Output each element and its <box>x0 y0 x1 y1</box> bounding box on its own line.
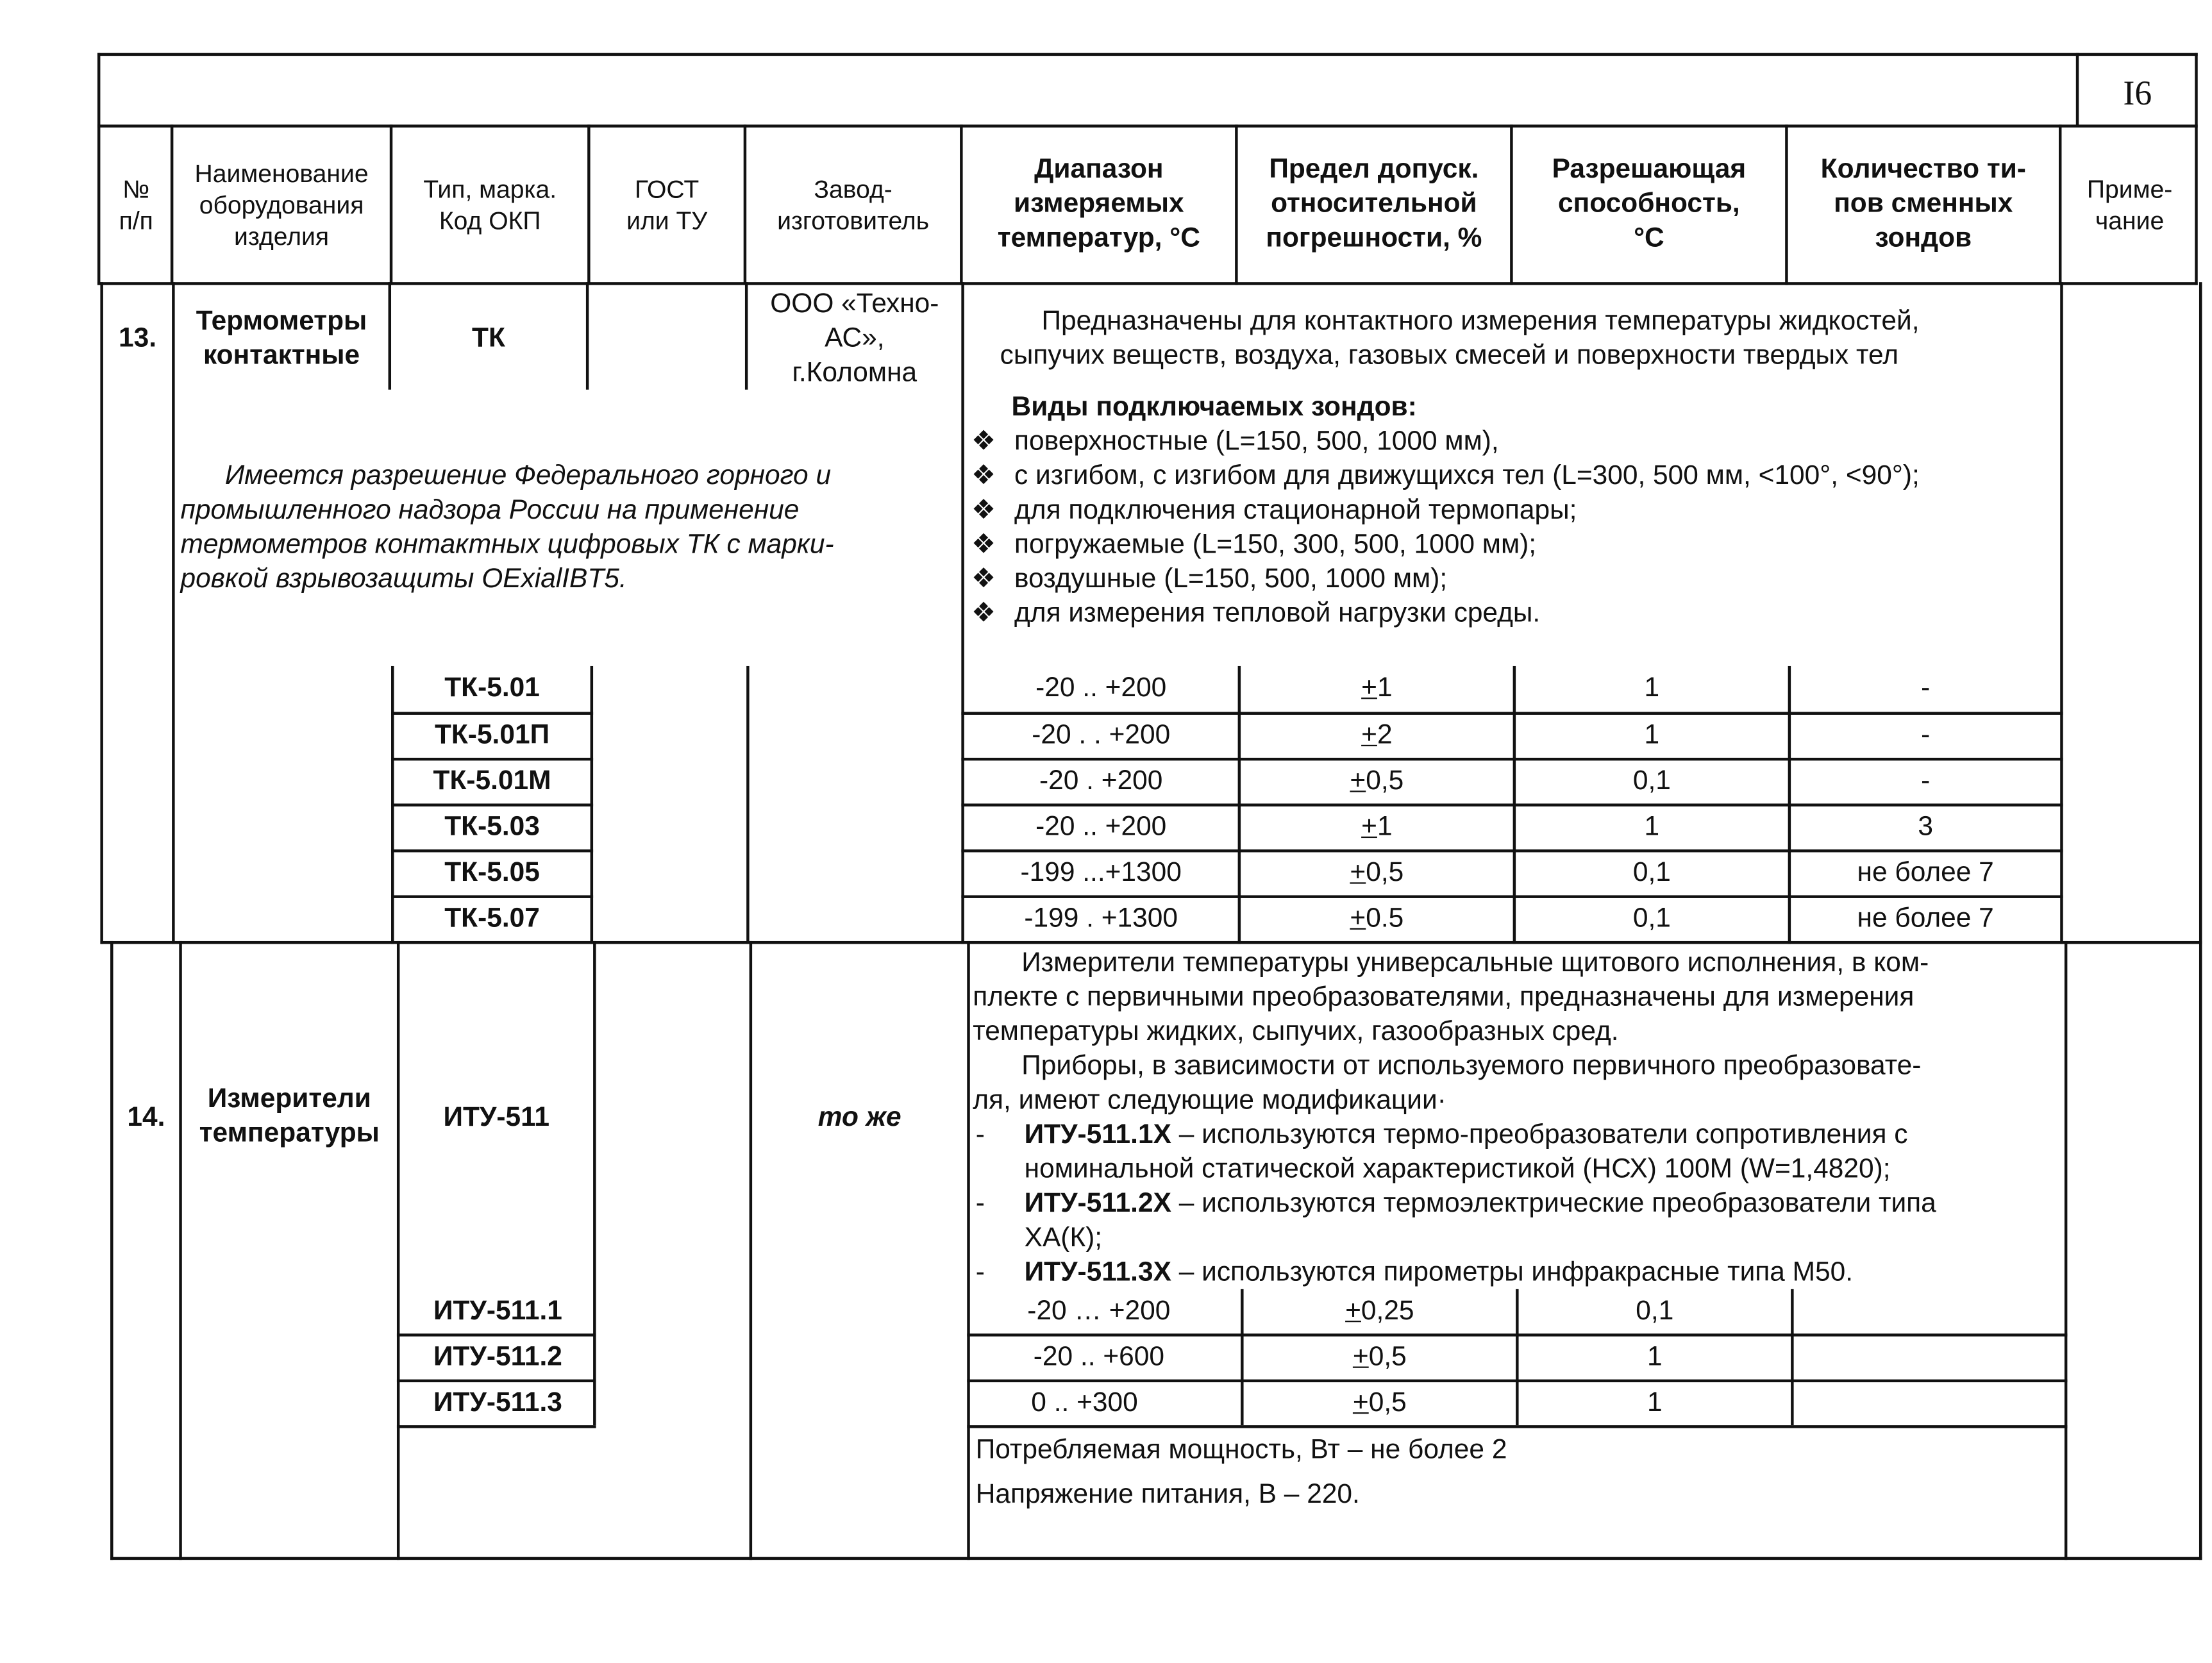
item14-row-line <box>397 1425 596 1428</box>
frame-left-line <box>97 53 100 285</box>
item14-row-line <box>397 1380 596 1382</box>
resolution-cell: 1 <box>1647 1388 1663 1418</box>
error-cell <box>1241 857 1513 891</box>
error-value: 0,5 <box>1368 1342 1407 1373</box>
header-gost: ГОСТ или ТУ <box>626 174 708 235</box>
item13-col-line <box>586 282 589 390</box>
item14-col-line <box>2065 941 2067 1560</box>
item14-col-line <box>967 941 969 1560</box>
resolution-cell: 1 <box>1644 673 1660 704</box>
item13-type: ТК <box>472 323 505 354</box>
error-value: 0,25 <box>1361 1296 1414 1326</box>
item14-mods-intro-line <box>973 1050 1921 1085</box>
item14-mod-model: ИТУ-511.2Х <box>1024 1189 1171 1219</box>
item14-mod-item <box>976 1119 1908 1153</box>
model-cell: ТК-5.01 <box>444 673 540 704</box>
item14-mod-item <box>976 1256 1853 1291</box>
item13-purpose-line: сыпучих веществ, воздуха, газовых смесей и поверхности твердых тел <box>1000 340 1898 371</box>
resolution-cell: 1 <box>1647 1342 1663 1373</box>
item13-col-line <box>746 666 749 944</box>
frame-right-line <box>2195 53 2197 285</box>
plus-minus-sign: + <box>1361 673 1377 704</box>
item13-row-line <box>961 712 2063 714</box>
item13-probe-text: погружаемые (L=150, 300, 500, 1000 мм); <box>1014 530 1537 560</box>
plus-minus-sign: + <box>1361 720 1377 751</box>
resolution-cell: 0,1 <box>1632 766 1671 797</box>
probes-cell: не более 7 <box>1857 858 1994 889</box>
error-cell <box>1241 672 1513 706</box>
range-cell: -199 ...+1300 <box>1020 858 1182 889</box>
error-cell <box>1244 1295 1516 1330</box>
item13-maker: ООО «Техно- АС», г.Коломна <box>770 289 939 389</box>
item13-col-line <box>172 282 174 944</box>
item14-col-line <box>750 941 752 1560</box>
item13-row-line <box>391 895 593 898</box>
item14-mod-text: – используются термоэлектрические преобразователи типа <box>1171 1189 1936 1219</box>
item14-col-line <box>1791 1289 1793 1425</box>
header-top-line <box>97 124 2198 127</box>
error-cell <box>1241 811 1513 846</box>
item14-description-line: температуры жидких, сыпучих, газообразных сред. <box>973 1017 1619 1048</box>
item13-col-line <box>2060 282 2063 944</box>
frame-top-line <box>97 53 2198 56</box>
item13-purpose-line: Предназначены для контактного измерения температуры жидкостей, <box>1041 306 1920 337</box>
item13-permit-line: термометров контактных цифровых ТК с марки- <box>180 530 834 560</box>
probes-cell: 3 <box>1918 812 1933 842</box>
error-cell <box>1241 719 1513 754</box>
item13-row-line <box>391 849 593 852</box>
item13-row-line <box>961 758 2063 760</box>
error-value: 0,5 <box>1366 766 1404 797</box>
item14-row-line <box>967 1380 2067 1382</box>
item14-col-line <box>179 941 181 1560</box>
probes-cell: не более 7 <box>1857 903 1994 934</box>
item14-mod-item <box>976 1187 1936 1222</box>
item13-permit-line: Имеется разрешение Федерального горного и <box>224 461 832 492</box>
item14-mod-model: ИТУ-511.1Х <box>1024 1120 1171 1151</box>
error-value: 0.5 <box>1366 903 1404 934</box>
header-name: Наименование оборудования изделия <box>194 159 369 251</box>
item14-row-line <box>967 1425 2067 1428</box>
header-probes: Количество ти- пов сменных зондов <box>1820 155 2026 254</box>
model-cell: ТК-5.05 <box>444 858 540 889</box>
range-cell: -20 .. +600 <box>1033 1342 1164 1373</box>
table-bottom-line <box>110 1557 2202 1560</box>
item13-probe-text: для подключения стационарной термопары; <box>1014 496 1577 526</box>
item13-row-line <box>391 758 593 760</box>
bullet-icon: ❖ <box>971 461 996 492</box>
item14-description-text: Измерители температуры универсальные щитового исполнения, в ком- <box>1021 948 1929 979</box>
item13-probe-item <box>971 426 1499 460</box>
range-cell: -20 . . +200 <box>1032 720 1171 751</box>
item13-permit-line: ровкой взрывозащиты OExialIBT5. <box>180 564 627 595</box>
plus-minus-sign: + <box>1361 812 1377 842</box>
dash-bullet-icon: - <box>975 1189 985 1219</box>
item13-name: Термометры контактные <box>196 306 367 371</box>
header-note: Приме- чание <box>2086 174 2173 235</box>
model-cell: ИТУ-511.1 <box>433 1296 562 1326</box>
error-cell <box>1244 1341 1516 1375</box>
resolution-cell: 1 <box>1644 812 1660 842</box>
item13-probe-text: для измерения тепловой нагрузки среды. <box>1014 598 1541 629</box>
bullet-icon: ❖ <box>971 564 996 595</box>
item13-probe-text: воздушные (L=150, 500, 1000 мм); <box>1014 564 1448 595</box>
body-right-line <box>2199 282 2202 1560</box>
range-cell: -20 .. +200 <box>1035 673 1167 704</box>
item14-footer-line: Потребляемая мощность, Вт – не более 2 <box>975 1435 1507 1466</box>
range-cell: -199 . +1300 <box>1024 903 1178 934</box>
error-value: 1 <box>1377 673 1393 704</box>
model-cell: ТК-5.07 <box>444 903 540 934</box>
item14-description-line <box>973 947 1929 982</box>
probes-cell: - <box>1921 673 1931 704</box>
body-left-line <box>110 941 113 1560</box>
item13-probe-text: с изгибом, с изгибом для движущихся тел (L=300, 500 мм, <100°, <90°); <box>1014 461 1920 492</box>
header-type: Тип, марка. Код ОКП <box>423 174 557 235</box>
item14-mods-intro-text: Приборы, в зависимости от используемого первичного преобразовате- <box>1021 1051 1922 1082</box>
plus-minus-sign: + <box>1350 766 1366 797</box>
item14-col-line <box>397 941 399 1560</box>
error-value: 0,5 <box>1368 1388 1407 1418</box>
item14-name: Измерители температуры <box>199 1084 380 1149</box>
error-cell <box>1244 1387 1516 1421</box>
item13-row-line <box>391 803 593 806</box>
item13-row-line <box>961 803 2063 806</box>
item14-description-line: плекте с первичными преобразователями, предназначены для измерения <box>973 982 1915 1013</box>
header-no: № п/п <box>119 174 153 235</box>
plus-minus-sign: + <box>1350 903 1366 934</box>
page-number-box-line <box>2076 53 2079 126</box>
header-resolution: Разрешающая способность, °С <box>1552 155 1747 254</box>
plus-minus-sign: + <box>1352 1342 1369 1373</box>
plus-minus-sign: + <box>1352 1388 1369 1418</box>
item14-mod-text: – используются пирометры инфракрасные типа М50. <box>1171 1257 1854 1288</box>
probes-cell: - <box>1921 720 1931 751</box>
page-number: I6 <box>2123 76 2152 113</box>
item14-row-line <box>967 1333 2067 1336</box>
dash-bullet-icon: - <box>975 1257 985 1288</box>
item14-number: 14. <box>127 1103 165 1133</box>
bullet-icon: ❖ <box>971 426 996 457</box>
item13-probe-text: поверхностные (L=150, 500, 1000 мм), <box>1014 426 1499 457</box>
resolution-cell: 1 <box>1644 720 1660 751</box>
model-cell: ТК-5.01П <box>434 720 550 751</box>
item13-row-line <box>391 712 593 714</box>
bullet-icon: ❖ <box>971 598 996 629</box>
item14-mod-model: ИТУ-511.3Х <box>1024 1257 1171 1288</box>
header-range: Диапазон измеряемых температур, °С <box>997 155 1200 254</box>
range-cell: -20 . +200 <box>1039 766 1163 797</box>
item14-mod-continuation: номинальной статической характеристикой (НСХ) 100М (W=1,4820); <box>1024 1154 1891 1185</box>
resolution-cell: 0,1 <box>1632 903 1671 934</box>
error-value: 0,5 <box>1366 858 1404 889</box>
bullet-icon: ❖ <box>971 530 996 560</box>
item13-probe-item <box>971 494 1577 529</box>
plus-minus-sign: + <box>1350 858 1366 889</box>
item13-row-line <box>961 895 2063 898</box>
item14-type: ИТУ-511 <box>443 1103 550 1133</box>
resolution-cell: 0,1 <box>1632 858 1671 889</box>
header-maker: Завод- изготовитель <box>777 174 930 235</box>
item14-mod-text: – используются термо-преобразователи сопротивления с <box>1171 1120 1908 1151</box>
section-divider-line <box>100 941 2202 944</box>
item13-probe-item <box>971 528 1536 563</box>
range-cell: -20 … +200 <box>1027 1296 1171 1326</box>
header-bottom-line <box>97 282 2198 285</box>
item14-mod-continuation: ХА(К); <box>1024 1223 1103 1254</box>
model-cell: ИТУ-511.3 <box>433 1388 562 1418</box>
item13-number: 13. <box>118 323 157 354</box>
item14-mods-intro-line: ля, имеют следующие модификации· <box>973 1085 1446 1116</box>
item13-probes-heading: Виды подключаемых зондов: <box>1011 392 1417 423</box>
model-cell: ИТУ-511.2 <box>433 1342 562 1373</box>
error-value: 2 <box>1377 720 1393 751</box>
item13-permit-line: промышленного надзора России на применение <box>180 496 800 526</box>
dash-bullet-icon: - <box>975 1120 985 1151</box>
plus-minus-sign: + <box>1345 1296 1361 1326</box>
item14-footer-line: Напряжение питания, В – 220. <box>975 1480 1360 1510</box>
bullet-icon: ❖ <box>971 496 996 526</box>
item14-row-line <box>397 1333 596 1336</box>
body-left-line <box>100 282 103 944</box>
header-error: Предел допуск. относительной погрешности, % <box>1266 155 1482 254</box>
item13-row-line <box>961 849 2063 852</box>
error-cell <box>1241 903 1513 937</box>
item13-probe-item <box>971 563 1447 598</box>
item14-maker: то же <box>817 1103 901 1133</box>
probes-cell: - <box>1921 766 1931 797</box>
range-cell: 0 .. +300 <box>1031 1388 1138 1418</box>
item13-probe-item <box>971 460 1920 494</box>
model-cell: ТК-5.03 <box>444 812 540 842</box>
item13-probe-item <box>971 598 1540 632</box>
range-cell: -20 .. +200 <box>1035 812 1167 842</box>
error-value: 1 <box>1377 812 1393 842</box>
resolution-cell: 0,1 <box>1636 1296 1674 1326</box>
error-cell <box>1241 765 1513 799</box>
model-cell: ТК-5.01М <box>433 766 551 797</box>
